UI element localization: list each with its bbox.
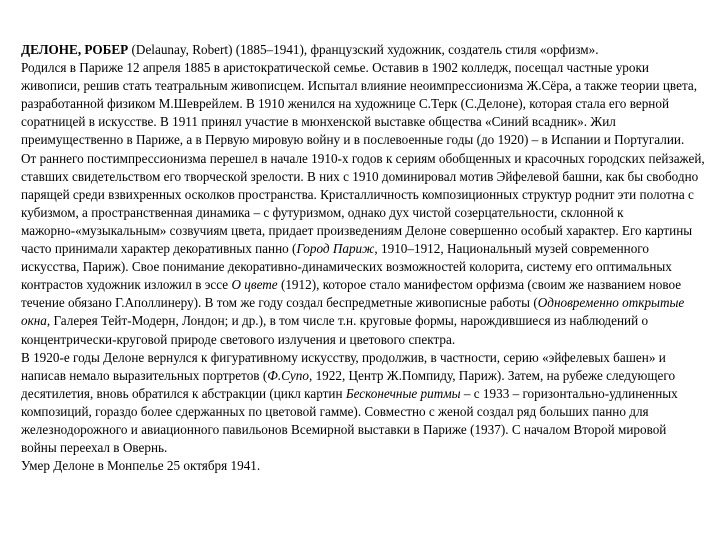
essay-title: О цвете xyxy=(231,277,278,293)
text-segment: (1912), которое стало манифестом орфизма (своим же названием новое течение обязано Г.Аполлинеру). В том же году создал беспредметные живописные работы ( xyxy=(21,277,682,311)
artwork-series-title: Бесконечные ритмы xyxy=(345,385,461,401)
text-segment: – с 1933 – горизонтально-удлиненных композиций, гораздо более сдержанных по цветовой гамме). Совместно с женой создал ряд больших панно для железнодорожного и авиационного павильонов Всемирной выставки в Париже (1937). С началом Второй мировой войны переехал в Овернь. xyxy=(21,385,678,456)
text-segment: В 1920-е годы Делоне вернулся к фигуративному искусству, продолжив, в частности, серию «эйфелевых башен» и написав немало выразительных портретов ( xyxy=(21,349,666,383)
paragraph-death: Умер Делоне в Монпелье 25 октября 1941. xyxy=(21,458,261,474)
text-segment: , 1910–1912, Национальный музей современного искусства, Париж). Свое понимание декоративно-динамических возможностей колорита, систему его оптимальных контрастов художник изложил в эссе xyxy=(21,241,672,293)
paragraph-later-work xyxy=(21,349,705,458)
paragraph-early-work xyxy=(21,150,705,349)
text-segment: , 1922, Центр Ж.Помпиду, Париж). Затем, на рубеже следующего десятилетия, вновь обратился к абстракции (цикл картин xyxy=(21,367,676,401)
artwork-title: Одновременно открытые окна xyxy=(21,295,685,329)
paragraph-biography: Родился в Париже 12 апреля 1885 в аристократической семье. Оставив в 1902 колледж, посещал частные уроки живописи, решив стать театральным живописцем. Испытал влияние неоимпрессионизма Ж.Сёра, а также теории цвета, разработанной физиком М.Шеврейлем. В 1910 женился на художнице С.Терк (С.Делоне), которая стала его верной соратницей в искусстве. В 1911 принял участие в мюнхенской выставке общества «Синий всадник». Жил преимущественно в Париже, а в Первую мировую войну и в послевоенные годы (до 1920) – в Испании и Португалии. xyxy=(21,60,698,148)
text-segment: , Галерея Тейт-Модерн, Лондон; и др.), в том числе т.н. круговые формы, нарождившиеся из наблюдений о концентрически-круговой природе светового излучения и цветового спектра. xyxy=(21,313,649,347)
artwork-title: Ф.Супо xyxy=(267,367,309,383)
article-heading-rest: (Delaunay, Robert) (1885–1941), французский художник, создатель стиля «орфизм». xyxy=(128,42,599,57)
article-body xyxy=(21,41,705,475)
text-segment: От раннего постимпрессионизма перешел в начале 1910-х годов к сериям обобщенных и красочных городских пейзажей, ставших свидетельством его творческой зрелости. В них с 1910 доминировал мотив Эйфелевой башни, как бы свободно парящей среди взвихренных осколков пространства. Кристалличность композиционных структур роднит эти полотна с кубизмом, а пространственная динамика – с футуризмом, однако дух чистой созерцательности, склонной к мажорно-«музыкальным» созвучиям цвета, придает произведениям Делоне совершенно особый характер. Его картины часто принимали характер декоративных панно ( xyxy=(21,150,705,257)
article-heading-name: ДЕЛОНЕ, РОБЕР xyxy=(21,42,129,57)
artwork-title: Город Париж xyxy=(296,241,375,257)
article-intro xyxy=(21,41,705,59)
